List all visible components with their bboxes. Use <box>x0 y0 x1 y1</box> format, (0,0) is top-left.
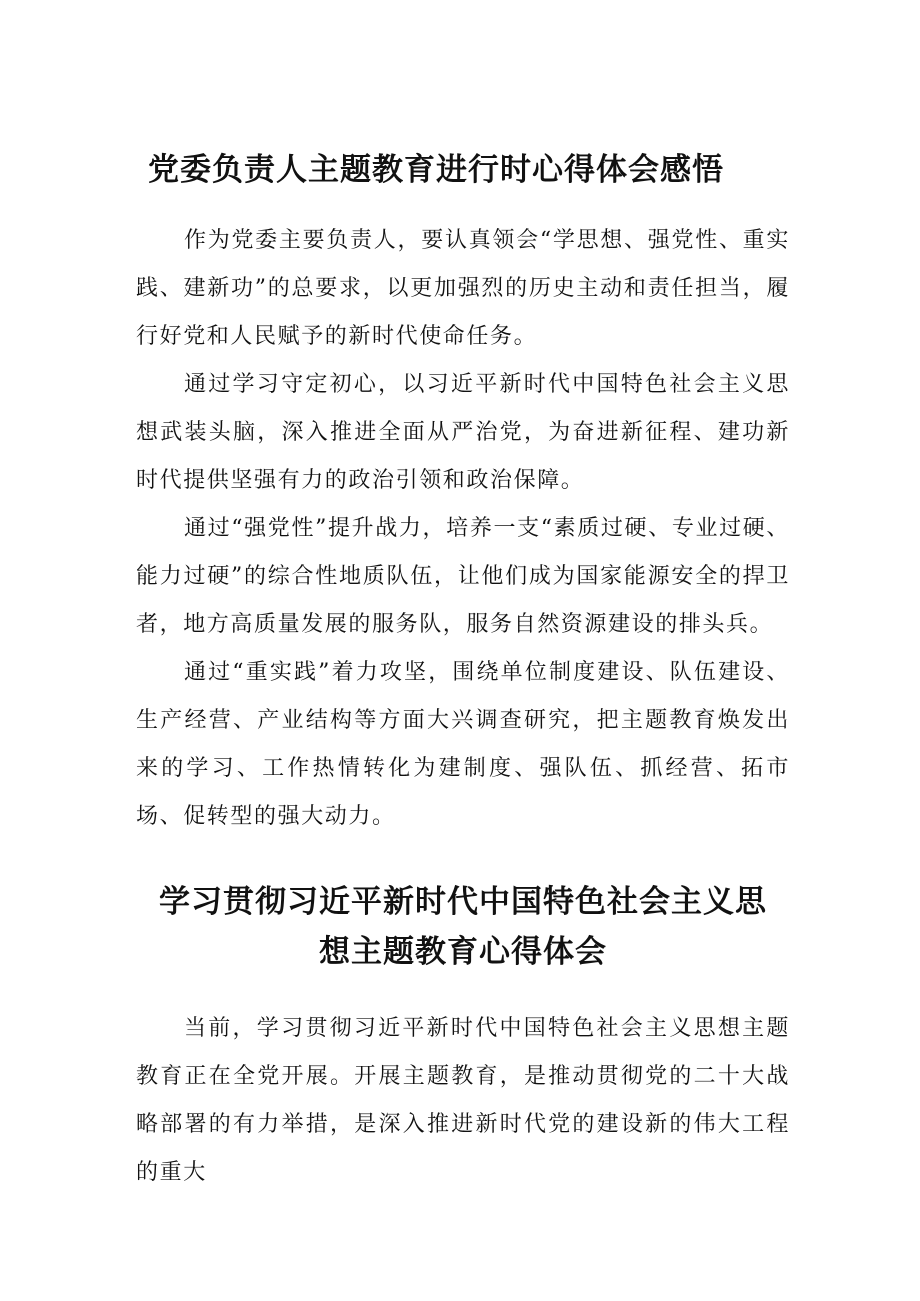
paragraph-1-1: 作为党委主要负责人，要认真领会“学思想、强党性、重实践、建新功”的总要求，以更加强烈的历史主动和责任担当，履行好党和人民赋予的新时代使命任务。 <box>136 228 790 349</box>
article-title-2-line-2: 想主题教育心得体会 <box>319 934 607 970</box>
article-title-1: 党委负责人主题教育进行时心得体会感悟 <box>148 152 724 188</box>
paragraph-1-3: 通过“强党性”提升战力，培养一支“素质过硬、专业过硬、能力过硬”的综合性地质队伍，让他们成为国家能源安全的捍卫者，地方高质量发展的服务队，服务自然资源建设的排头兵。 <box>136 516 790 637</box>
paragraph-1-2: 通过学习守定初心，以习近平新时代中国特色社会主义思想武装头脑，深入推进全面从严治党，为奋进新征程、建功新时代提供坚强有力的政治引领和政治保障。 <box>136 372 790 493</box>
article-title-2-line-1: 学习贯彻习近平新时代中国特色社会主义思 <box>159 884 767 920</box>
article-title-2 <box>136 877 790 977</box>
paragraph-2-1: 当前，学习贯彻习近平新时代中国特色社会主义思想主题教育正在全党开展。开展主题教育，是推动贯彻党的二十大战略部署的有力举措，是深入推进新时代党的建设新的伟大工程的重大 <box>136 1016 790 1185</box>
paragraph-1-4: 通过“重实践”着力攻坚，围绕单位制度建设、队伍建设、生产经营、产业结构等方面大兴调查研究，把主题教育焕发出来的学习、工作热情转化为建制度、强队伍、抓经营、拓市场、促转型的强大动力。 <box>136 660 790 829</box>
